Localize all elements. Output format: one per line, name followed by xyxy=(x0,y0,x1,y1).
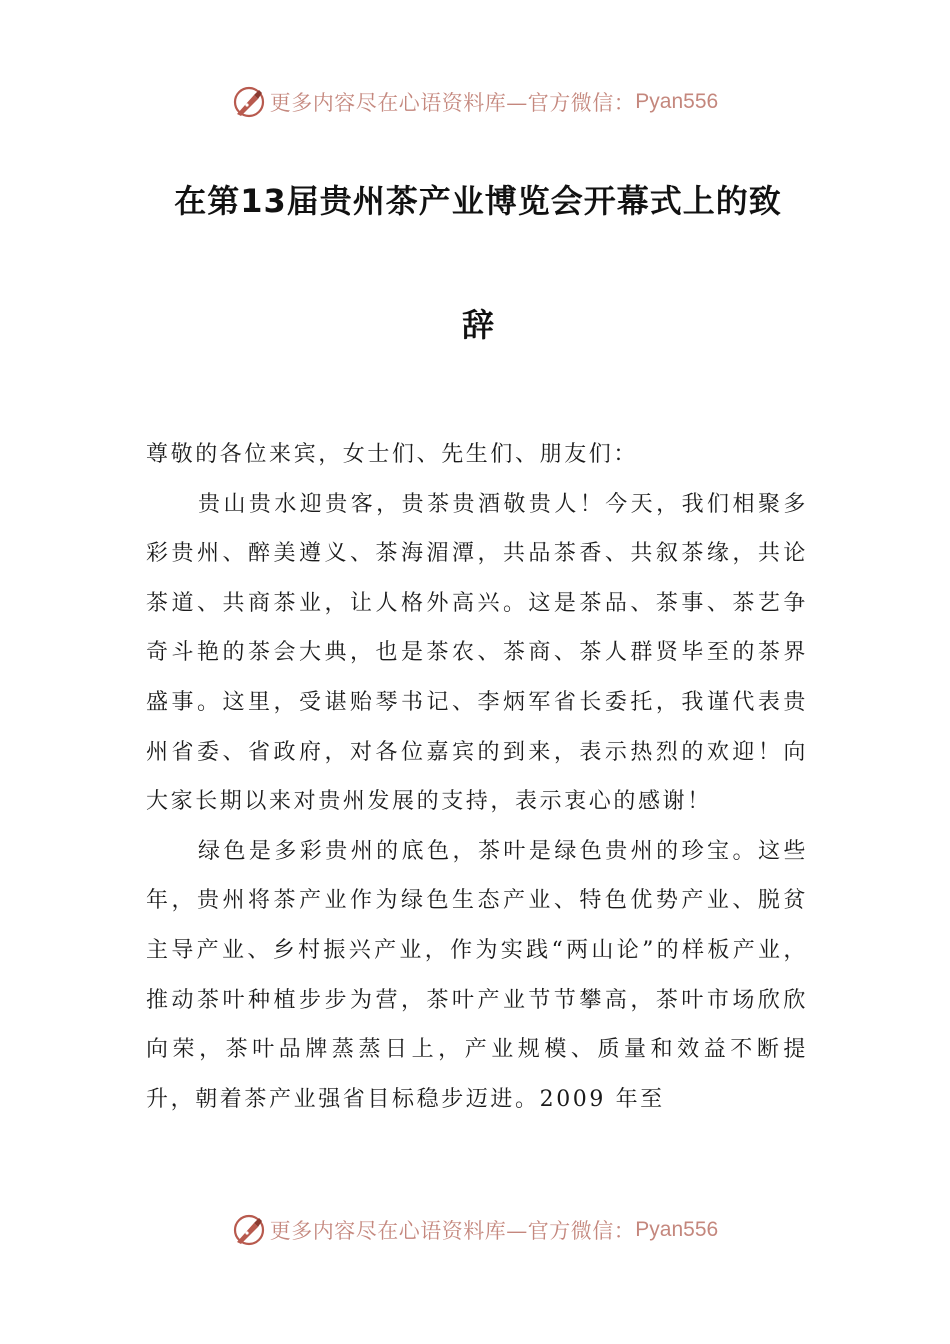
footer-banner xyxy=(0,1210,950,1250)
wechat-id: Pyan556 xyxy=(635,1218,719,1241)
paragraph-2: 绿色是多彩贵州的底色，茶叶是绿色贵州的珍宝。这些年，贵州将茶产业作为绿色生态产业、特色优势产业、脱贫主导产业、乡村振兴产业，作为实践“两山论”的样板产业，推动茶叶种植步步为营，茶叶产业节节攀高，茶叶市场欣欣向荣，茶叶品牌蒸蒸日上，产业规模、质量和效益不断提升，朝着茶产业强省目标稳步迈进。2009 年至 xyxy=(146,838,808,1112)
document-title-line-2: 辞 xyxy=(461,306,494,344)
banner-text: 更多内容尽在心语资料库—官方微信： xyxy=(269,91,636,115)
document-body xyxy=(146,430,808,1124)
salutation: 尊敬的各位来宾，女士们、先生们、朋友们： xyxy=(146,442,639,467)
banner-text: 更多内容尽在心语资料库—官方微信： xyxy=(269,1219,636,1243)
pen-nib-logo-icon xyxy=(232,85,266,119)
document-title-line-1: 在第13届贵州茶产业博览会开幕式上的致 xyxy=(174,182,782,220)
header-banner xyxy=(0,82,950,122)
paragraph-1: 贵山贵水迎贵客，贵茶贵酒敬贵人！今天，我们相聚多彩贵州、醉美遵义、茶海湄潭，共品茶香、共叙茶缘，共论茶道、共商茶业，让人格外高兴。这是茶品、茶事、茶艺争奇斗艳的茶会大典，也是茶农、茶商、茶人群贤毕至的茶界盛事。这里，受谌贻琴书记、李炳军省长委托，我谨代表贵州省委、省政府，对各位嘉宾的到来，表示热烈的欢迎！向大家长期以来对贵州发展的支持，表示衷心的感谢！ xyxy=(146,491,808,815)
wechat-id: Pyan556 xyxy=(635,90,719,113)
pen-nib-logo-icon xyxy=(232,1213,266,1247)
